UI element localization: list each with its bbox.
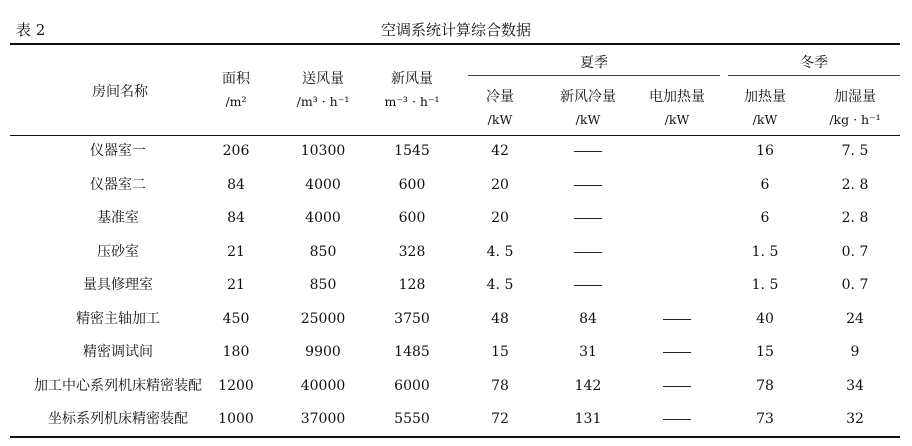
cell-area: 1000 <box>218 411 254 427</box>
header-area: 面积 <box>222 71 250 87</box>
summer-group-rule <box>468 75 720 76</box>
winter-group-rule <box>728 75 900 76</box>
cell-supply-air: 10300 <box>300 143 346 159</box>
cell-area: 21 <box>227 277 245 293</box>
cell-cooling: 42 <box>491 143 509 159</box>
cell-humidify: 9 <box>850 344 860 360</box>
cell-cooling: 20 <box>491 176 509 193</box>
cell-cooling: 48 <box>491 310 509 327</box>
header-supply-air-unit: /m³ · h⁻¹ <box>296 94 350 109</box>
cell-fresh-air: 600 <box>398 210 426 226</box>
header-fresh-cooling-unit: /kW <box>575 112 601 127</box>
cell-humidify: 34 <box>846 377 864 394</box>
cell-electric-heat-dash <box>663 319 691 320</box>
header-electric-heat-unit: /kW <box>664 112 690 127</box>
cell-fresh-air: 5550 <box>394 411 430 427</box>
cell-supply-air: 40000 <box>300 377 346 394</box>
cell-supply-air: 850 <box>309 277 337 293</box>
cell-heating: 1. 5 <box>751 243 779 260</box>
header-cooling-unit: /kW <box>487 112 513 127</box>
header-heating: 加热量 <box>744 89 786 105</box>
cell-fresh-air: 1545 <box>394 143 430 159</box>
cell-heating: 16 <box>756 143 774 159</box>
cell-room-name: 精密主轴加工 <box>76 310 160 327</box>
cell-humidify: 2. 8 <box>841 210 869 226</box>
cell-supply-air: 850 <box>309 243 337 260</box>
cell-cooling: 72 <box>491 411 509 427</box>
table-label: 表 2 <box>16 21 46 39</box>
cell-room-name: 加工中心系列机床精密装配 <box>34 377 202 394</box>
cell-heating: 40 <box>756 310 774 327</box>
cell-room-name: 基准室 <box>97 210 139 226</box>
header-rule <box>10 135 900 136</box>
header-area-unit: /m² <box>225 94 247 109</box>
cell-humidify: 24 <box>846 310 864 327</box>
cell-humidify: 32 <box>846 411 864 427</box>
cell-heating: 78 <box>756 377 774 394</box>
cell-fresh-cooling-dash <box>574 285 602 286</box>
cell-area: 84 <box>227 210 245 226</box>
cell-cooling: 15 <box>491 344 509 360</box>
cell-heating: 15 <box>756 344 774 360</box>
cell-area: 450 <box>222 310 250 327</box>
cell-fresh-air: 6000 <box>394 377 430 394</box>
header-humidify: 加湿量 <box>834 89 876 105</box>
cell-electric-heat-dash <box>663 352 691 353</box>
cell-supply-air: 37000 <box>300 411 346 427</box>
cell-fresh-cooling: 84 <box>579 310 597 327</box>
cell-fresh-cooling: 142 <box>574 377 602 394</box>
cell-room-name: 量具修理室 <box>83 277 153 293</box>
cell-electric-heat-dash <box>663 386 691 387</box>
cell-fresh-air: 3750 <box>394 310 430 327</box>
cell-humidify: 2. 8 <box>841 176 869 193</box>
cell-fresh-cooling-dash <box>574 151 602 152</box>
top-rule <box>10 43 900 45</box>
cell-heating: 6 <box>760 210 770 226</box>
cell-fresh-air: 600 <box>398 176 426 193</box>
cell-cooling: 4. 5 <box>486 277 514 293</box>
bottom-rule <box>10 436 900 438</box>
cell-room-name: 压砂室 <box>97 243 139 260</box>
header-heating-unit: /kW <box>752 112 778 127</box>
header-fresh-air-unit: m⁻³ · h⁻¹ <box>384 94 440 109</box>
cell-fresh-cooling: 31 <box>579 344 597 360</box>
cell-cooling: 20 <box>491 210 509 226</box>
cell-area: 1200 <box>218 377 254 394</box>
cell-room-name: 仪器室二 <box>90 176 146 193</box>
header-winter: 冬季 <box>800 55 828 71</box>
cell-heating: 1. 5 <box>751 277 779 293</box>
cell-cooling: 4. 5 <box>486 243 514 260</box>
cell-fresh-cooling-dash <box>574 252 602 253</box>
cell-electric-heat-dash <box>663 419 691 420</box>
cell-room-name: 坐标系列机床精密装配 <box>48 411 188 427</box>
cell-fresh-air: 128 <box>398 277 426 293</box>
table-caption-row <box>0 0 912 44</box>
header-humidify-unit: /kg · h⁻¹ <box>829 112 881 127</box>
cell-area: 180 <box>222 344 250 360</box>
cell-supply-air: 4000 <box>305 210 341 226</box>
header-fresh-air: 新风量 <box>391 71 433 87</box>
cell-heating: 6 <box>760 176 770 193</box>
cell-humidify: 0. 7 <box>841 277 869 293</box>
cell-room-name: 精密调试间 <box>83 344 153 360</box>
cell-supply-air: 25000 <box>300 310 346 327</box>
header-cooling: 冷量 <box>486 89 514 105</box>
header-supply-air: 送风量 <box>302 71 344 87</box>
cell-fresh-air: 1485 <box>394 344 430 360</box>
cell-supply-air: 9900 <box>305 344 341 360</box>
header-electric-heat: 电加热量 <box>649 89 705 105</box>
header-fresh-cooling: 新风冷量 <box>560 89 616 105</box>
cell-area: 21 <box>227 243 245 260</box>
cell-fresh-cooling-dash <box>574 185 602 186</box>
cell-area: 84 <box>227 176 245 193</box>
header-room-name: 房间名称 <box>92 84 148 100</box>
cell-supply-air: 4000 <box>305 176 341 193</box>
cell-room-name: 仪器室一 <box>90 143 146 159</box>
table-title: 空调系统计算综合数据 <box>380 21 531 39</box>
cell-fresh-cooling: 131 <box>574 411 602 427</box>
cell-area: 206 <box>222 143 250 159</box>
cell-heating: 73 <box>756 411 774 427</box>
cell-cooling: 78 <box>491 377 509 394</box>
cell-fresh-air: 328 <box>398 243 426 260</box>
cell-fresh-cooling-dash <box>574 218 602 219</box>
cell-humidify: 7. 5 <box>841 143 869 159</box>
cell-humidify: 0. 7 <box>841 243 869 260</box>
header-summer: 夏季 <box>580 55 608 71</box>
